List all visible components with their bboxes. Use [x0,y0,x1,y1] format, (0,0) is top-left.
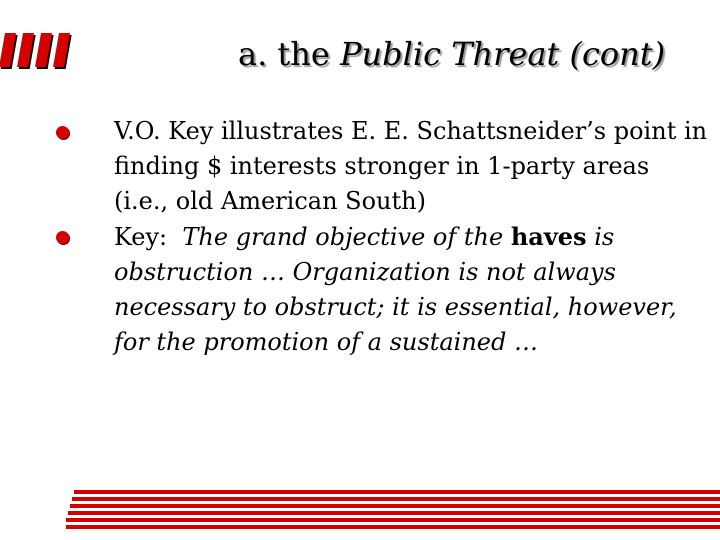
footer-stripe [72,497,720,501]
bullet-item [42,219,710,360]
red-bars-logo-icon [0,33,76,67]
quote-text [114,223,677,356]
bullet-list [42,114,710,360]
logo-bar [17,33,34,67]
title-prefix: a. the [238,35,330,73]
footer-stripe [66,525,720,529]
footer-stripe [70,504,720,508]
footer-stripe [74,490,720,494]
logo-bar [0,33,16,67]
quote-part-1: The grand objective of the [182,223,504,251]
quote-part-2: is obstruction … Organization is not always necessary to obstruct; it is essential, however, for the promotion of a sustained … [114,223,677,356]
red-stripes-decoration [66,490,720,530]
bullet-dot-icon [56,126,69,139]
footer-stripe [68,511,720,515]
logo-bar [35,33,52,67]
footer-stripe [66,518,720,522]
slide-title [238,34,665,74]
title-italic: Public Threat (cont) [340,35,666,73]
bullet-text: V.O. Key illustrates E. E. Schattsneider’s point in finding $ interests stronger in 1-party areas (i.e., old American South) [114,117,708,215]
bullet-item [42,114,710,219]
emphasis-haves: haves [510,222,587,251]
bullet-lead: Key: [114,223,168,251]
logo-bar [53,33,70,67]
bullet-dot-icon [56,231,69,244]
